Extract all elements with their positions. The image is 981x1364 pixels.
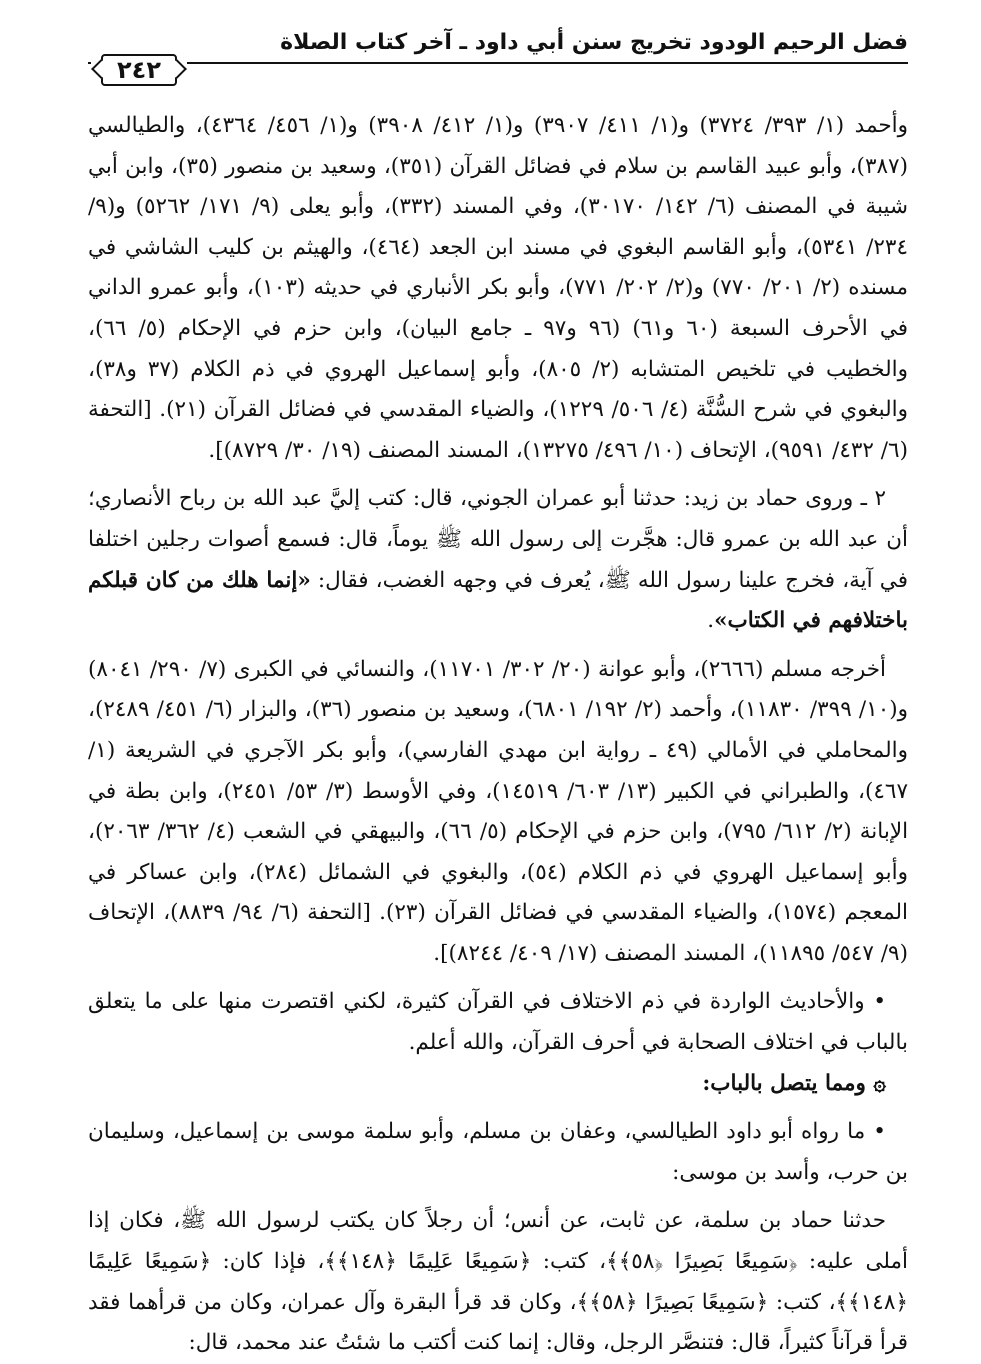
running-title: فضل الرحيم الودود تخريج سنن أبي داود ـ آخر كتاب الصلاة <box>280 30 908 55</box>
hadith-matn: «إنما هلك من كان قبلكم باختلافهم في الكتاب» <box>88 567 908 634</box>
paragraph-takhrij-2: أخرجه مسلم (٢٦٦٦)، وأبو عوانة (٢٠/ ٣٠٢/ ١١٧٠١)، والنسائي في الكبرى (٧/ ٢٩٠/ ٨٠٤١) و(١٠/ ٣٩٩/ ١١٨٣٠)، وأحمد (٢/ ١٩٢/ ٦٨٠١)، وسعيد بن منصور (٣٦)، والبزار (٦/ ٤٥١/ ٢٤٨٩)، والمحاملي في الأمالي (٤٩ ـ رواية ابن مهدي الفارسي)، وأبو بكر الآجري في الشريعة (١/ ٤٦٧)، والطبراني في الكبير (١٣/ ٦٠٣/ ١٤٥١٩)، وفي الأوسط (٣/ ٥٣/ ٢٤٥١)، وابن بطة في الإبانة (٢/ ٦١٢/ ٧٩٥)، وابن حزم في الإحكام (٥/ ٦٦)، والبيهقي في الشعب (٤/ ٣٦٢/ ٢٠٦٣)، وأبو إسماعيل الهروي في ذم الكلام (٥٤)، والبغوي في الشمائل (٢٨٤)، وابن عساكر في المعجم (١٥٧٤)، والضياء المقدسي في فضائل القرآن (٢٣). [التحفة (٦/ ٩٤/ ٨٨٣٩)، الإتحاف (٩/ ٥٤٧/ ١١٨٩٥)، المسند المصنف (١٧/ ٤٠٩/ ٨٢٤٤)]. <box>88 656 909 966</box>
hadith-text: ٢ ـ وروى حماد بن زيد: حدثنا أبو عمران الجوني، قال: كتب إليَّ عبد الله بن رباح الأنصاري؛ أن عبد الله بن عمرو قال: هجَّرت إلى رسول الله ﷺ يوماً، قال: فسمع أصوات رجلين اختلفا في آية، فخرج علينا رسول الله ﷺ، يُعرف في وجهه الغضب، فقال: <box>88 486 908 593</box>
book-page <box>88 28 908 1364</box>
hadith-tail: . <box>707 608 715 634</box>
header-rule <box>88 62 908 64</box>
page-body <box>88 106 908 1364</box>
page-number-badge <box>91 52 187 88</box>
running-header <box>88 28 908 84</box>
paragraph-hadith-2 <box>88 479 908 641</box>
section-heading: ۞ ومما يتصل بالباب: <box>702 1070 886 1096</box>
page-number: ٢٤٢ <box>117 56 161 84</box>
paragraph-hadith-anas: حدثنا حماد بن سلمة، عن ثابت، عن أنس؛ أن رجلاً كان يكتب لرسول الله ﷺ، فكان إذا أملى عليه: ﴿سَمِيعًا بَصِيرًا ﴿٥٨﴾﴾، كتب: ﴿سَمِيعًا عَلِيمًا ﴿١٤٨﴾﴾، فإذا كان: ﴿سَمِيعًا عَلِيمًا ﴿١٤٨﴾﴾، كتب: ﴿سَمِيعًا بَصِيرًا ﴿٥٨﴾﴾، وكان قد قرأ البقرة وآل عمران، وكان من قرأهما فقد قرأ قرآناً كثيراً، قال: فتنصَّر الرجل، وقال: إنما كنت أكتب ما شئتُ عند محمد، قال: <box>88 1208 909 1356</box>
paragraph-note: • والأحاديث الواردة في ذم الاختلاف في القرآن كثيرة، لكني اقتصرت منها على ما يتعلق بالباب في اختلاف الصحابة في أحرف القرآن، والله أعلم. <box>88 989 908 1056</box>
paragraph-narrators: • ما رواه أبو داود الطيالسي، وعفان بن مسلم، وأبو سلمة موسى بن إسماعيل، وسليمان بن حرب، وأسد بن موسى: <box>88 1119 908 1185</box>
paragraph-takhrij-1: وأحمد (١/ ٣٩٣/ ٣٧٢٤) و(١/ ٤١١/ ٣٩٠٧) و(١/ ٤١٢/ ٣٩٠٨) و(١/ ٤٥٦/ ٤٣٦٤)، والطيالسي (٣٨٧)، وأبو عبيد القاسم بن سلام في فضائل القرآن (٣٥١)، وسعيد بن منصور (٣٥)، وابن أبي شيبة في المصنف (٦/ ١٤٢/ ٣٠١٧٠)، وفي المسند (٣٣٢)، وأبو يعلى (٩/ ١٧١/ ٥٢٦٢) و(٩/ ٢٣٤/ ٥٣٤١)، وأبو القاسم البغوي في مسند ابن الجعد (٤٦٤)، والهيثم بن كليب الشاشي في مسنده (٢/ ٢٠١/ ٧٧٠) و(٢/ ٢٠٢/ ٧٧١)، وأبو بكر الأنباري في حديثه (١٠٣)، وأبو عمرو الداني في الأحرف السبعة (٦٠ و٦١) (٩٦ و٩٧ ـ جامع البيان)، وابن حزم في الإحكام (٥/ ٦٦)، والخطيب في تلخيص المتشابه (٢/ ٨٠٥)، وأبو إسماعيل الهروي في ذم الكلام (٣٧ و٣٨)، والبغوي في شرح السُّنَّة (٤/ ٥٠٦/ ١٢٢٩)، والضياء المقدسي في فضائل القرآن (٢١). [التحفة (٦/ ٤٣٢/ ٩٥٩١)، الإتحاف (١٠/ ٤٩٦/ ١٣٢٧٥)، المسند المصنف (١٩/ ٣٠/ ٨٧٢٩)]. <box>88 113 909 463</box>
